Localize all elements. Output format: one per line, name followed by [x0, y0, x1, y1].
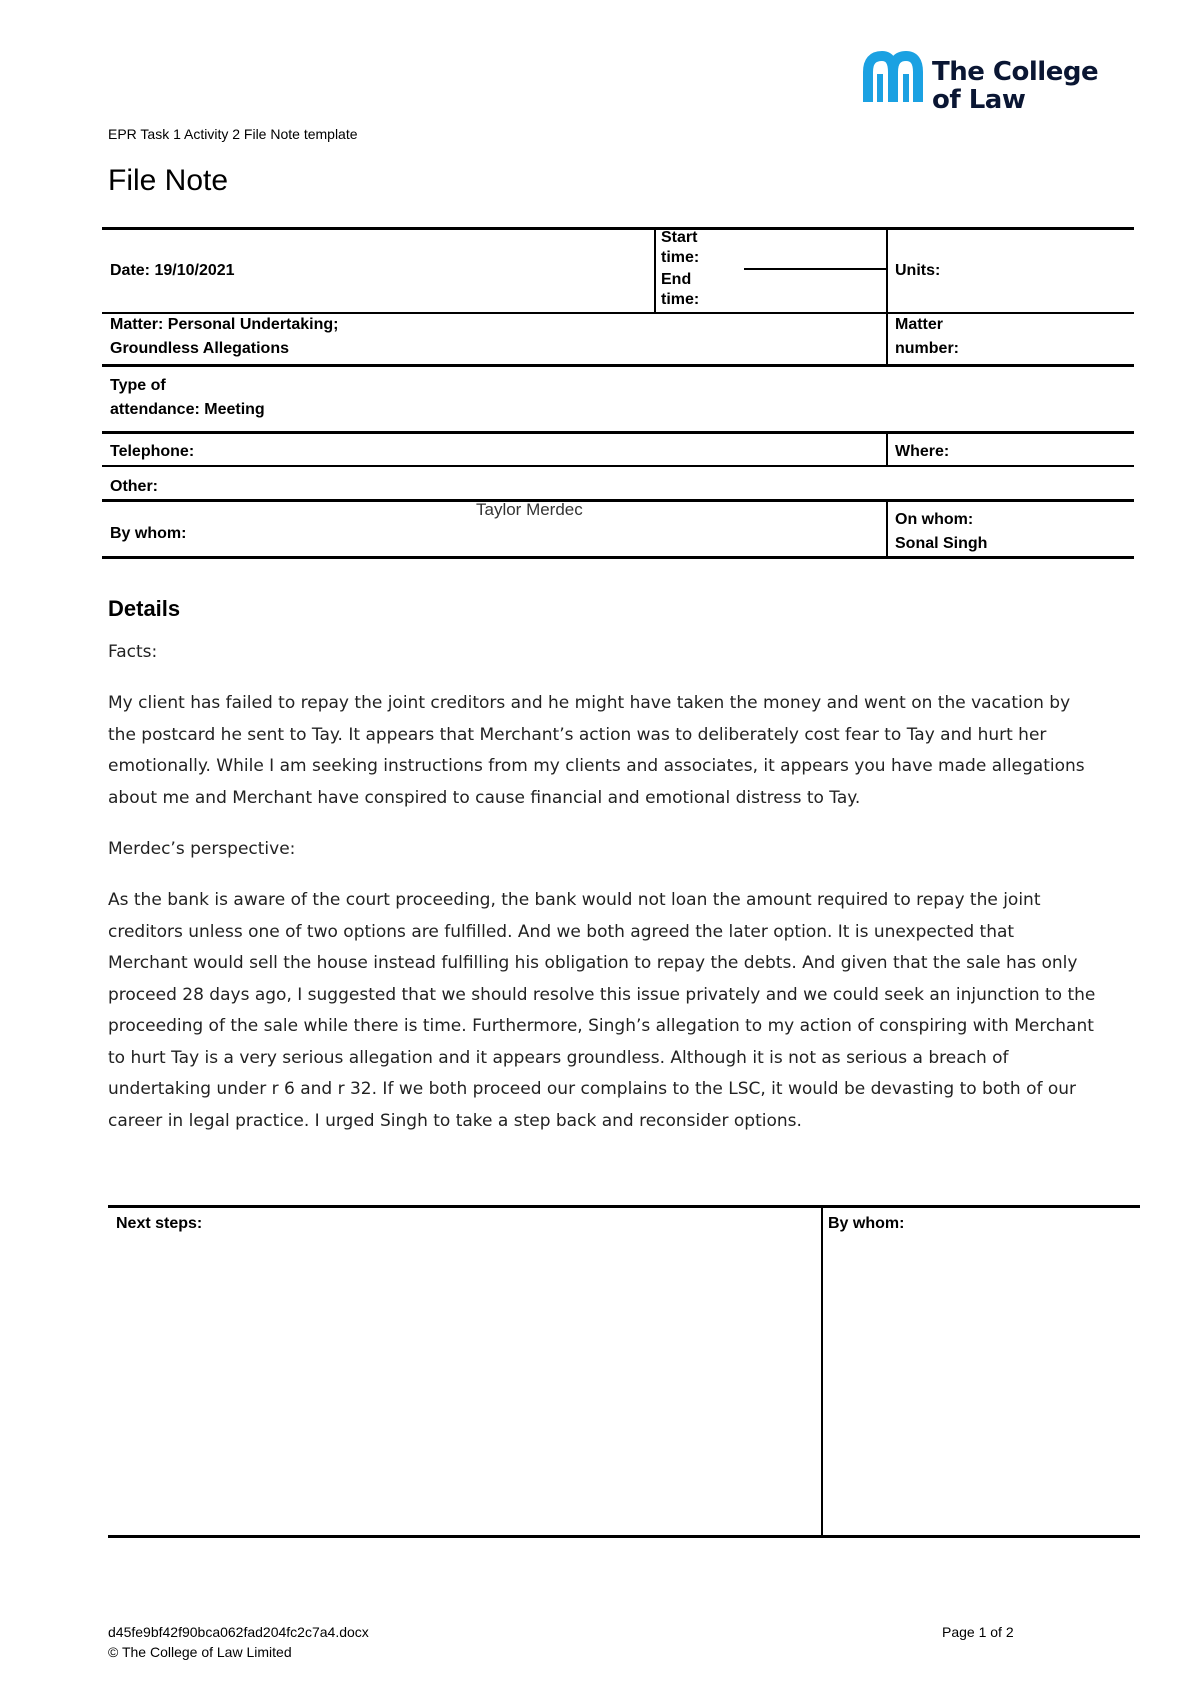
row-divider-3 — [102, 431, 1134, 434]
date-field: Date: 19/10/2021 — [110, 262, 235, 279]
col-divider-time — [654, 229, 656, 313]
matter-field — [110, 313, 338, 361]
attendance-line1: Type of — [110, 377, 166, 394]
page-number: Page 1 of 2 — [942, 1624, 1014, 1640]
perspective-label: Merdec’s perspective: — [108, 839, 296, 859]
logo-text-line1: The College — [932, 57, 1099, 87]
matter-line2: Groundless Allegations — [110, 340, 289, 357]
attendance-line2: attendance: Meeting — [110, 401, 265, 418]
matter-line1: Matter: Personal Undertaking; — [110, 316, 339, 333]
footer-left — [108, 1622, 369, 1662]
logo-text — [932, 58, 1098, 114]
logo-mark-icon — [862, 50, 924, 116]
where-label: Where: — [895, 443, 950, 460]
end-time-label: End time: — [661, 271, 700, 308]
by-whom-value: Taylor Merdec — [476, 500, 583, 519]
on-whom-field — [895, 508, 987, 556]
page-title: File Note — [108, 164, 229, 197]
footer-copyright: © The College of Law Limited — [108, 1644, 292, 1660]
matter-number-line2: number: — [895, 340, 959, 357]
on-whom-value: Sonal Singh — [895, 535, 988, 552]
logo-text-line2: of Law — [932, 85, 1026, 115]
details-heading: Details — [108, 596, 181, 621]
col-divider-units — [886, 229, 888, 314]
attendance-type-field — [110, 374, 265, 422]
matter-number-label — [895, 313, 959, 361]
template-label: EPR Task 1 Activity 2 File Note template — [108, 126, 358, 142]
time-separator — [744, 268, 886, 270]
row-divider-2 — [102, 364, 1134, 367]
other-label: Other: — [110, 478, 158, 495]
footer-filename: d45fe9bf42f90bca062fad204fc2c7a4.docx — [108, 1624, 369, 1640]
telephone-label: Telephone: — [110, 443, 195, 460]
row-divider-4 — [102, 465, 1134, 467]
matter-number-line1: Matter — [895, 316, 944, 333]
facts-paragraph: My client has failed to repay the joint creditors and he might have taken the money and went on the vacation by the postcard he sent to Tay. It appears that Merchant’s action was to deliberately cost fear to Tay and hurt her emotionally. While I am seeking instructions from my clients and associates, it appears you have made allegations about me and Merchant have conspired to cause financial and emotional distress to Tay. — [108, 693, 1085, 808]
col-divider-matter — [886, 314, 888, 366]
col-divider-onwhom — [886, 501, 888, 557]
by-whom-label: By whom: — [110, 525, 187, 542]
on-whom-label: On whom: — [895, 511, 974, 528]
row-divider-5 — [102, 499, 1134, 502]
next-steps-top-border — [108, 1205, 1140, 1208]
table-bottom-border — [102, 556, 1134, 559]
next-steps-col-divider — [821, 1207, 823, 1536]
college-logo — [862, 50, 1102, 116]
col-divider-where — [886, 433, 888, 466]
next-steps-label: Next steps: — [116, 1215, 203, 1232]
units-label: Units: — [895, 262, 941, 279]
table-top-border — [102, 227, 1134, 230]
facts-label: Facts: — [108, 642, 158, 662]
perspective-paragraph: As the bank is aware of the court proceeding, the bank would not loan the amount required to repay the joint creditors unless one of two options are fulfilled. And we both agreed the later option. It is unexpected that Merchant would sell the house instead fulfilling his obligation to repay the debts. And given that the sale has only proceed 28 days ago, I suggested that we should resolve this issue privately and we could seek an injunction to the proceeding of the sale while there is time. Furthermore, Singh’s allegation to my action of conspiring with Merchant to hurt Tay is a very serious allegation and it appears groundless. Although it is not as serious a breach of undertaking under r 6 and r 32. If we both proceed our complains to the LSC, it would be devasting to both of our career in legal practice. I urged Singh to take a step back and reconsider options. — [108, 890, 1096, 1131]
next-steps-bottom-border — [108, 1535, 1140, 1538]
next-steps-by-whom-label: By whom: — [828, 1215, 905, 1232]
start-time-label: Start time: — [661, 229, 700, 266]
